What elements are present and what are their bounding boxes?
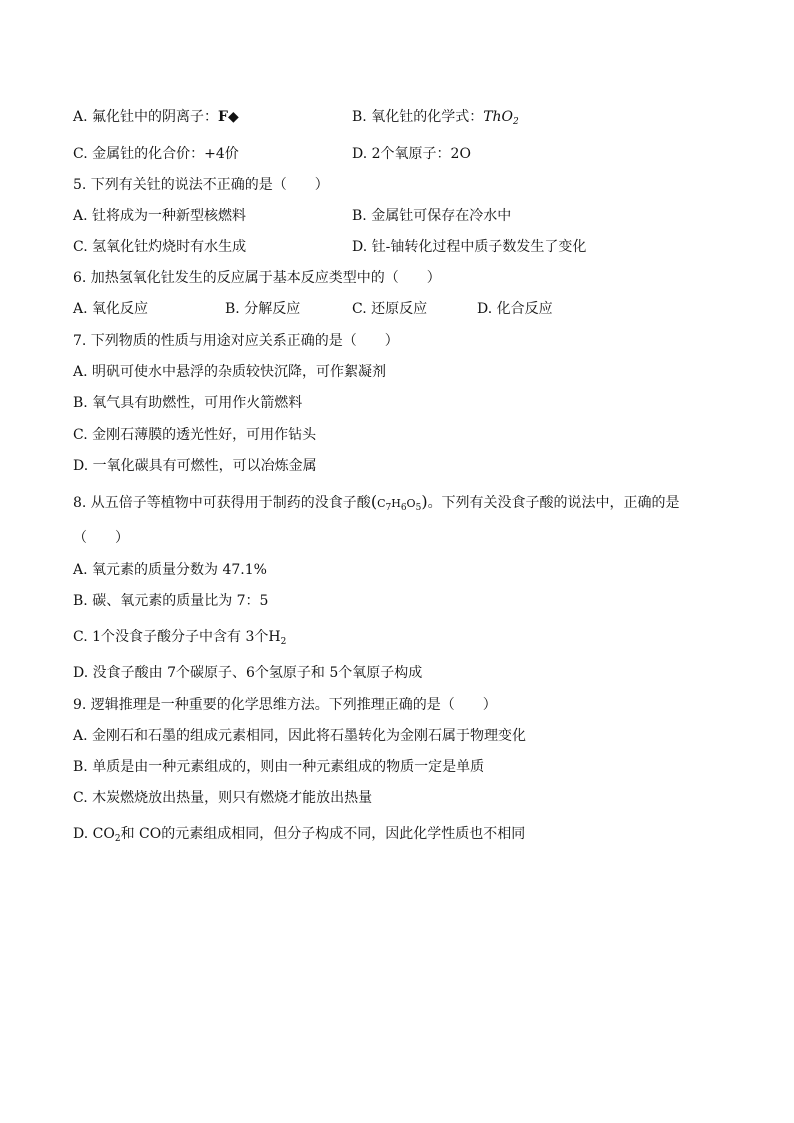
q8-formula-o-sub: 5 bbox=[415, 503, 422, 513]
q4-option-a-prefix: A. 氟化钍中的阴离子： bbox=[73, 109, 219, 125]
q7-option-c: C. 金刚石薄膜的透光性好，可用作钻头 bbox=[73, 427, 317, 443]
q5-option-b: B. 金属钍可保存在冷水中 bbox=[352, 208, 512, 224]
q8-option-c-prefix: C. 1个没食子酸分子中含有 3个 bbox=[73, 629, 269, 645]
q5-option-c: C. 氢氧化钍灼烧时有水生成 bbox=[73, 239, 247, 255]
q8-formula bbox=[370, 492, 428, 513]
q8-option-c-formula-sub: 2 bbox=[280, 637, 287, 647]
q8-answer-paren: （ ） bbox=[73, 530, 129, 546]
q6-option-b: B. 分解反应 bbox=[225, 301, 301, 317]
q6-option-d: D. 化合反应 bbox=[477, 301, 553, 317]
q9-option-a: A. 金刚石和石墨的组成元素相同，因此将石墨转化为金刚石属于物理变化 bbox=[73, 728, 527, 744]
q6-option-a: A. 氧化反应 bbox=[73, 301, 149, 317]
q8-option-d: D. 没食子酸由 7个碳原子、6个氢原子和 5个氧原子构成 bbox=[73, 665, 423, 681]
q9-option-d-rest: 和 CO的元素组成相同，但分子构成不同，因此化学性质也不相同 bbox=[120, 826, 526, 842]
q9-option-c: C. 木炭燃烧放出热量，则只有燃烧才能放出热量 bbox=[73, 790, 373, 806]
q8-option-a: A. 氧元素的质量分数为 47.1% bbox=[73, 562, 267, 578]
q8-stem-before: 8. 从五倍子等植物中可获得用于制药的没食子酸 bbox=[73, 495, 371, 511]
q9-option-b: B. 单质是由一种元素组成的，则由一种元素组成的物质一定是单质 bbox=[73, 759, 485, 775]
q5-option-d: D. 钍-铀转化过程中质子数发生了变化 bbox=[352, 239, 587, 255]
q4-option-d-prefix: D. 2个氧原子： bbox=[352, 146, 451, 162]
q8-stem bbox=[73, 493, 680, 517]
q5-stem: 5. 下列有关钍的说法不正确的是（ ） bbox=[73, 177, 329, 193]
q4-option-c bbox=[73, 145, 239, 163]
q9-option-d-co2: CO bbox=[92, 826, 115, 842]
q5-option-a: A. 钍将成为一种新型核燃料 bbox=[73, 208, 247, 224]
q8-option-c-formula: H bbox=[268, 629, 281, 645]
q4-option-b-formula: ThO bbox=[483, 109, 514, 125]
q7-option-a: A. 明矾可使水中悬浮的杂质较快沉降，可作絮凝剂 bbox=[73, 364, 387, 380]
q8-formula-h: H bbox=[391, 497, 401, 510]
q9-option-d-prefix: D. bbox=[73, 826, 93, 842]
q8-formula-open: ( bbox=[370, 492, 378, 511]
q9-option-d bbox=[73, 825, 525, 848]
q4-option-d bbox=[352, 145, 471, 163]
q8-formula-h-sub: 6 bbox=[400, 503, 407, 513]
q8-formula-close: ) bbox=[421, 492, 428, 511]
q8-option-b: B. 碳、氧元素的质量比为 7：5 bbox=[73, 593, 269, 609]
q4-option-d-value: 2O bbox=[450, 146, 471, 162]
q4-option-b bbox=[352, 108, 519, 131]
q7-option-d: D. 一氧化碳具有可燃性，可以冶炼金属 bbox=[73, 458, 317, 474]
q7-option-b: B. 氧气具有助燃性，可用作火箭燃料 bbox=[73, 395, 303, 411]
q9-option-d-co2-sub: 2 bbox=[114, 834, 121, 844]
q8-formula-c-sub: 7 bbox=[385, 503, 392, 513]
q8-formula-c: C bbox=[377, 497, 386, 510]
q6-option-c: C. 还原反应 bbox=[352, 301, 428, 317]
q4-option-b-formula-sub: 2 bbox=[513, 117, 519, 127]
q4-option-c-value: +4价 bbox=[204, 146, 239, 162]
q4-option-a bbox=[73, 108, 239, 126]
q8-formula-o: O bbox=[406, 497, 416, 510]
q4-option-c-prefix: C. 金属钍的化合价： bbox=[73, 146, 205, 162]
q7-stem: 7. 下列物质的性质与用途对应关系正确的是（ ） bbox=[73, 333, 399, 349]
q8-stem-after: 。下列有关没食子酸的说法中，正确的是 bbox=[427, 495, 680, 511]
q9-stem: 9. 逻辑推理是一种重要的化学思维方法。下列推理正确的是（ ） bbox=[73, 697, 497, 713]
q6-stem: 6. 加热氢氧化钍发生的反应属于基本反应类型中的（ ） bbox=[73, 270, 441, 286]
q8-option-c bbox=[73, 628, 286, 651]
q4-option-a-value: F◆ bbox=[218, 109, 239, 125]
q4-option-b-prefix: B. 氧化钍的化学式： bbox=[352, 109, 484, 125]
